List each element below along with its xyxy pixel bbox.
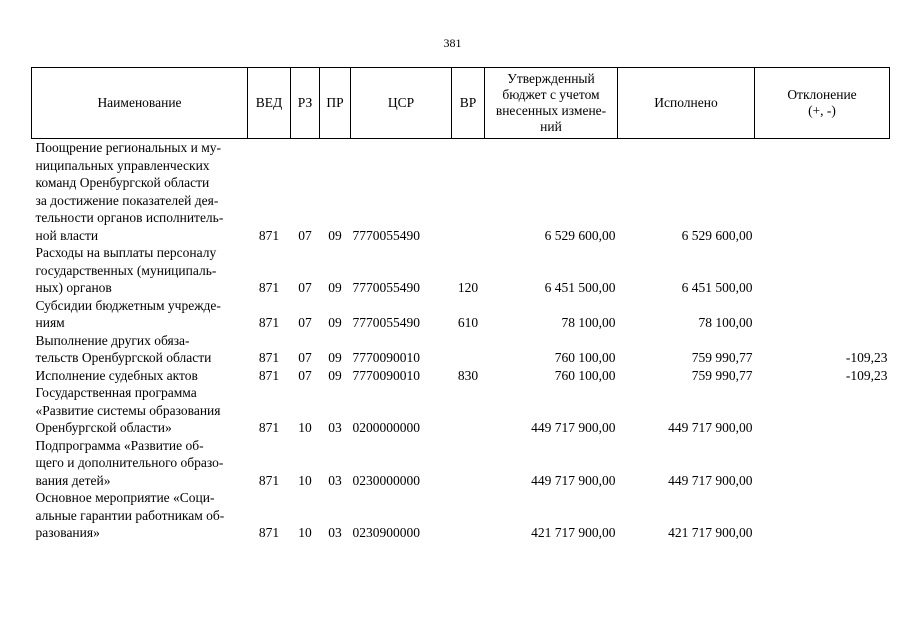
- row-name: Расходы на выплаты персоналу государственных (муниципаль- ных) органов: [35, 245, 217, 295]
- row-csr: 0200000000: [352, 420, 420, 435]
- table-row: [32, 297, 890, 332]
- row-vr: [452, 332, 485, 367]
- row-approved-budget: 6 529 600,00: [544, 227, 616, 243]
- row-rz: 07: [298, 280, 312, 295]
- row-name: Выполнение других обяза- тельств Оренбургской области: [35, 332, 212, 365]
- row-deviation: [755, 139, 890, 245]
- row-deviation: [755, 297, 890, 332]
- row-name: Поощрение региональных и му- ниципальных управленческих команд Оренбургской области за достижение показателей дея- тельности органов исполнитель- ной власти: [35, 140, 224, 243]
- row-csr: 7770055490: [352, 315, 420, 330]
- header-csr: ЦСР: [351, 68, 452, 139]
- header-executed: Исполнено: [618, 68, 755, 139]
- row-ved: 871: [258, 472, 280, 488]
- row-csr: 7770055490: [352, 280, 420, 295]
- row-executed: 449 717 900,00: [668, 472, 753, 488]
- table-row: [32, 489, 890, 542]
- row-deviation: [755, 244, 890, 297]
- row-vr: 120: [457, 280, 479, 295]
- row-deviation: [755, 437, 890, 490]
- row-ved: 871: [258, 367, 280, 383]
- row-pr: 09: [328, 315, 342, 330]
- table-row: [32, 437, 890, 490]
- row-pr: 09: [328, 227, 342, 243]
- row-approved-budget: 421 717 900,00: [531, 525, 616, 540]
- row-pr: 09: [328, 367, 342, 383]
- row-pr: 09: [328, 280, 342, 295]
- table-row: [32, 244, 890, 297]
- row-ved: 871: [258, 420, 280, 435]
- row-deviation: [755, 489, 890, 542]
- header-ved: ВЕД: [248, 68, 291, 139]
- row-executed: 449 717 900,00: [668, 420, 753, 435]
- table-row: [32, 384, 890, 437]
- header-approved-budget: Утвержденный бюджет с учетом внесенных измене- ний: [485, 68, 618, 139]
- budget-table: [31, 67, 890, 542]
- row-vr: 830: [457, 367, 479, 383]
- row-executed: 759 990,77: [691, 367, 753, 383]
- row-executed: 78 100,00: [698, 315, 753, 330]
- header-name: Наименование: [32, 68, 248, 139]
- row-pr: 09: [328, 350, 342, 365]
- row-vr: [452, 489, 485, 542]
- row-rz: 07: [298, 367, 312, 383]
- row-pr: 03: [328, 420, 342, 435]
- row-deviation: -109,23: [845, 367, 888, 383]
- row-rz: 10: [298, 525, 312, 540]
- table-row: [32, 332, 890, 367]
- row-csr: 7770090010: [352, 350, 420, 365]
- header-rz: РЗ: [291, 68, 320, 139]
- row-ved: 871: [258, 280, 280, 295]
- row-approved-budget: 449 717 900,00: [531, 420, 616, 435]
- page-number: 381: [443, 36, 462, 50]
- row-name: Субсидии бюджетным учрежде- ниям: [35, 297, 221, 330]
- row-name: Подпрограмма «Развитие об- щего и дополнительного образо- вания детей»: [35, 437, 224, 488]
- row-rz: 10: [298, 420, 312, 435]
- row-csr: 7770055490: [352, 227, 420, 243]
- row-pr: 03: [328, 525, 342, 540]
- row-rz: 07: [298, 227, 312, 243]
- row-ved: 871: [258, 227, 280, 243]
- row-executed: 421 717 900,00: [668, 525, 753, 540]
- row-csr: 0230900000: [352, 525, 420, 540]
- header-vr: ВР: [452, 68, 485, 139]
- row-rz: 10: [298, 472, 312, 488]
- row-ved: 871: [258, 315, 280, 330]
- row-deviation: [755, 384, 890, 437]
- row-rz: 07: [298, 350, 312, 365]
- row-csr: 0230000000: [352, 472, 420, 488]
- header-pr: ПР: [320, 68, 351, 139]
- table-row: [32, 367, 890, 385]
- row-executed: 759 990,77: [691, 350, 753, 365]
- row-vr: [452, 437, 485, 490]
- row-name: Государственная программа «Развитие системы образования Оренбургской области»: [35, 385, 221, 435]
- row-executed: 6 529 600,00: [681, 227, 753, 243]
- row-approved-budget: 449 717 900,00: [531, 472, 616, 488]
- row-name: Основное мероприятие «Соци- альные гарантии работникам об- разования»: [35, 490, 225, 540]
- row-rz: 07: [298, 315, 312, 330]
- table-row: [32, 139, 890, 245]
- row-pr: 03: [328, 472, 342, 488]
- row-vr: [452, 384, 485, 437]
- row-ved: 871: [258, 350, 280, 365]
- row-name: Исполнение судебных актов: [35, 367, 198, 383]
- table-header-row: [32, 68, 890, 139]
- row-executed: 6 451 500,00: [681, 280, 753, 295]
- row-approved-budget: 760 100,00: [554, 367, 616, 383]
- row-approved-budget: 78 100,00: [561, 315, 616, 330]
- row-vr: [452, 139, 485, 245]
- row-ved: 871: [258, 525, 280, 540]
- row-csr: 7770090010: [352, 367, 420, 383]
- row-deviation: -109,23: [845, 350, 888, 365]
- header-deviation: Отклонение (+, -): [755, 68, 890, 139]
- row-approved-budget: 6 451 500,00: [544, 280, 616, 295]
- row-approved-budget: 760 100,00: [554, 350, 616, 365]
- row-vr: 610: [457, 315, 479, 330]
